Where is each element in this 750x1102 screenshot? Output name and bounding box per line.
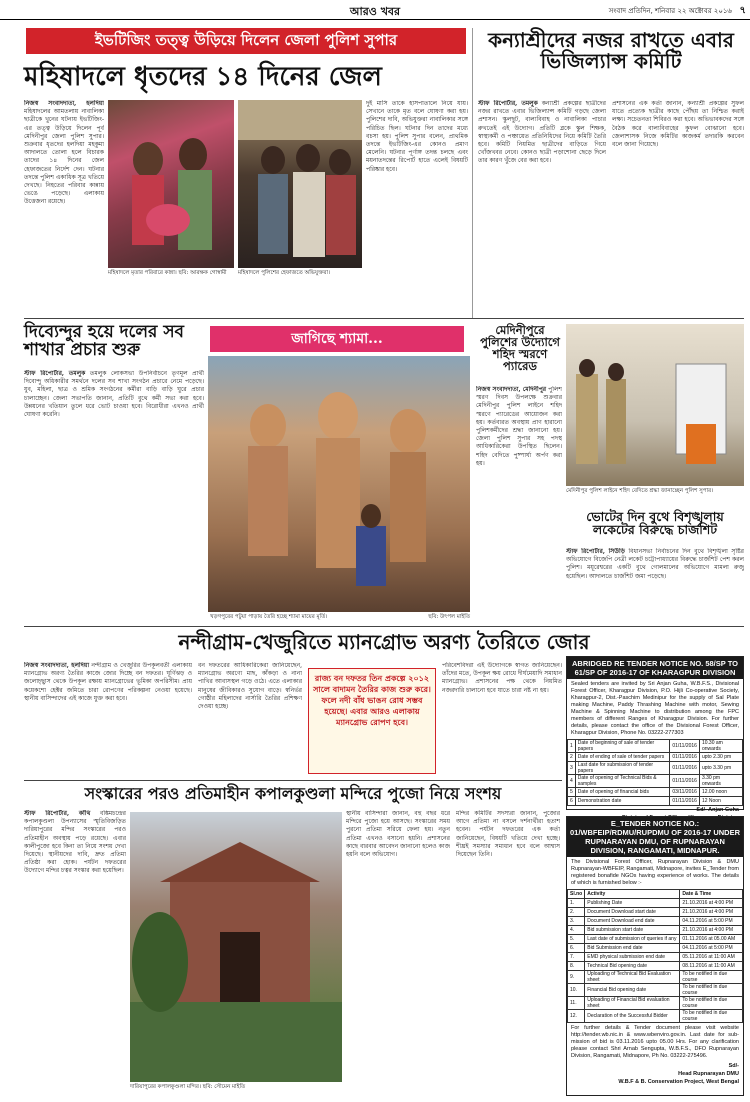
table-cell: 21.10.2016 at 4:00 PM xyxy=(680,899,743,908)
table-row xyxy=(568,971,743,984)
story7-byline: নিজস্ব সংবাদদাতা, হলদিয়া xyxy=(24,662,90,669)
table-cell: 12. xyxy=(568,1010,585,1023)
story8-text: বঙ্কিমচন্দ্রের কপালকুণ্ডলা উপন্যাসের স্মৃতিবিজড়িত দারিয়াপুরের মন্দির সংস্কারের পরও প্রতিমাহীন অবস্থায় পড়ে রয়েছে। এবার কালীপুজো হবে কিনা তা নিয়ে সংশয় দেখা দিয়েছে। স্থানীয়দের দাবি, দ্রুত প্রতিমা প্রতিষ্ঠা করা হোক। পর্যটন দফতরের উদ্যোগে মন্দির চত্বর সংস্কার করা হয়েছিল। xyxy=(24,810,126,875)
table-row xyxy=(568,997,743,1010)
story5-text: পুলিশ স্মরণ দিবস উপলক্ষে শুক্রবার মেদিনীপুর পুলিশ লাইনে শহিদ স্মরণে প্যারেডের আয়োজন করা হয়। কর্তব্যরত অবস্থায় প্রাণ হারানো পুলিশকর্মীদের শ্রদ্ধা জানানো হয়। জেলা পুলিশ সুপার সহ পদস্থ আধিকারিকেরা উপস্থিত ছিলেন। শহিদ বেদিতে পুষ্পার্ঘ্য অর্পণ করা হয়। xyxy=(476,386,562,467)
table-header-cell: Date & Time xyxy=(680,890,743,899)
story1-photo-accused xyxy=(238,100,362,268)
table-row xyxy=(568,740,743,753)
story1-byline: নিজস্ব সংবাদদাতা, হলদিয়া xyxy=(24,100,104,107)
table-cell: 4. xyxy=(568,926,585,935)
table-cell: 6. xyxy=(568,944,585,953)
story4-caption: খড়গপুরের পটুয়া পাড়ায় তৈরি হচ্ছে শ্যামা মায়ের মূর্তি। xyxy=(210,614,328,620)
story7-col3: পরিবেশবিদরা এই উদ্যোগকে স্বাগত জানিয়েছেন। তাঁদের মতে, উপকূল ক্ষয় রোধে দীর্ঘমেয়াদি সমাধান ম্যানগ্রোভ। প্রশাসনের পক্ষ থেকে নিয়মিত নজরদারি চালানো হবে যাতে চারা নষ্ট না হয়। xyxy=(442,662,562,694)
story1-caption-left: মহিষাদলে মৃতার পরিবারে কান্না। ছবি: আরক্ষক গোস্বামী xyxy=(108,270,227,276)
table-cell: 21.10.2016 at 4:00 PM xyxy=(680,908,743,917)
table-cell: 8. xyxy=(568,962,585,971)
table-cell: Uploading of Financial Bid evaluation sheet xyxy=(585,997,680,1010)
table-cell: 01.11.2016 at 05.00 AM xyxy=(680,935,743,944)
table-row xyxy=(568,1010,743,1023)
notice1-table xyxy=(567,739,743,806)
story8-headline: সংস্কারের পরও প্রতিমাহীন কপালকুণ্ডলা মন্দিরে পুজো নিয়ে সংশয় xyxy=(84,784,502,803)
table-cell: Date of ending of sale of tender papers xyxy=(575,753,670,762)
table-row xyxy=(568,984,743,997)
table-cell: 5 xyxy=(568,788,576,797)
story8-byline: স্টাফ রিপোর্টার, কাঁথি xyxy=(24,810,91,817)
table-row xyxy=(568,775,743,788)
story5-photo-parade xyxy=(566,324,744,486)
table-row xyxy=(568,762,743,775)
table-cell: 10. xyxy=(568,984,585,997)
table-row xyxy=(568,944,743,953)
table-cell: Demonstration date xyxy=(575,797,670,806)
horizontal-divider xyxy=(24,780,562,781)
table-cell: 01/11/2016 xyxy=(670,740,700,753)
story6-byline: স্টাফ রিপোর্টার, সিউড়ি xyxy=(566,548,625,555)
table-cell: 05.11.2016 at 11:00 AM xyxy=(680,953,743,962)
table-cell: 01/11/2016 xyxy=(670,762,700,775)
table-cell: Last date for submission of tender papers xyxy=(575,762,670,775)
table-cell: 4 xyxy=(568,775,576,788)
table-cell: 01/11/2016 xyxy=(670,753,700,762)
table-row xyxy=(568,899,743,908)
story5-byline: নিজস্ব সংবাদদাতা, মেদিনীপুর xyxy=(476,386,547,393)
table-cell: 7. xyxy=(568,953,585,962)
notice2-title: E_TENDER NOTICE NO.: 01/WBFEIP/RDMU/RUPDMU OF 2016-17 UNDER RUPNARAYAN DMU, OF RUPNARAYAN DIVISION, RANGAMATI, MIDNAPUR. xyxy=(567,817,743,857)
table-header-row xyxy=(568,890,743,899)
table-cell: 21.10.2016 at 4:00 PM xyxy=(680,926,743,935)
table-cell: Date of opening of financial bids xyxy=(575,788,670,797)
table-cell: 1 xyxy=(568,740,576,753)
story8-body xyxy=(24,810,126,1096)
column-divider xyxy=(472,28,473,318)
issue-date: সংবাদ প্রতিদিন, শনিবার ২২ অক্টোবর ২০১৬ xyxy=(608,7,732,15)
table-cell: 04.11.2016 at 5:00 PM xyxy=(680,917,743,926)
story6-body xyxy=(566,548,744,620)
story4-banner: জাগিছে শ্যামা... xyxy=(210,326,464,352)
table-cell: Technical Bid opening date xyxy=(585,962,680,971)
masthead xyxy=(0,0,750,20)
table-cell: 03/11/2016 xyxy=(670,788,700,797)
table-cell: 1. xyxy=(568,899,585,908)
table-cell: Financial Bid opening date xyxy=(585,984,680,997)
table-cell: 3. xyxy=(568,917,585,926)
story5-headline: মেদিনীপুরে পুলিশের উদ্যোগে শহিদ স্মরণে প্যারেড xyxy=(480,323,560,374)
horizontal-divider xyxy=(24,318,744,319)
story1-col2: দুই মাসি তাকে হাসপাতালে নিয়ে যায়। সেখানে তাকে মৃত বলে ঘোষণা করা হয়। পুলিশের দাবি, অভিযুক্তরা নাবালিকার সঙ্গে পরিচিত ছিল। ঘটনার দিন তাদের মধ্যে বচসা হয়। পুলিশ সুপার বলেন, প্রাথমিক তদন্তে ইভটিজিং-এর কোনও প্রমাণ মেলেনি। ঘটনার পূর্ণাঙ্গ তদন্ত চলছে এবং ময়নাতদন্তের রিপোর্ট হাতে এলেই বিষয়টি পরিষ্কার হবে। xyxy=(366,100,468,173)
story6-text: বিধানসভা নির্বাচনের দিন বুথে বিশৃঙ্খলা সৃষ্টির অভিযোগে বিজেপি নেত্রী লকেট চট্টোপাধ্যায়ের বিরুদ্ধে চার্জশিট পেশ করল পুলিশ। ময়ূরেশ্বরের একটি বুথে গোলমালের অভিযোগে মামলা রুজু হয়েছিল। আদালতে চার্জশিট জমা পড়েছে। xyxy=(566,548,744,580)
horizontal-divider xyxy=(24,626,744,627)
notice2-body: The Divisional Forest Officer, Rupnarayan Division & DMU Rupnarayan-WBFEIP, Rangamati, Midnapore, invites E_Tender from registered bonafide NGOs having experience of works. The details of which is furnished below :- xyxy=(571,859,739,886)
table-cell: Bid submission start date xyxy=(585,926,680,935)
story1-photo-family xyxy=(108,100,234,268)
tender-notice-rupnarayan xyxy=(566,816,744,1096)
table-cell: 12.00 noon xyxy=(699,788,742,797)
story3-text: তমলুক লোকসভা উপনির্বাচনে তৃণমূল প্রার্থী দিব্যেন্দু অধিকারীর সমর্থনে দলের সব শাখা সংগঠন প্রচারে নেমে পড়েছে। যুব, মহিলা, ছাত্র ও শ্রমিক সংগঠনের কর্মীরা বাড়ি বাড়ি ঘুরে প্রচার চালাচ্ছেন। জেলা সভাপতি জানান, প্রতিটি বুথে কর্মী সভা করা হবে। উন্নয়নের খতিয়ান তুলে ধরে ভোট চাওয়া হবে। বিরোধীরা এখনও প্রার্থী ঘোষণা করেনি। xyxy=(24,370,204,419)
table-cell: To be notified in due course xyxy=(680,971,743,984)
table-cell: 5. xyxy=(568,935,585,944)
story2-byline: স্টাফ রিপোর্টার, তমলুক xyxy=(478,100,538,107)
section-title: আরও খবর xyxy=(349,5,401,18)
table-cell: 01/11/2016 xyxy=(670,797,700,806)
table-cell: 10.30 am onwards xyxy=(699,740,742,753)
table-row xyxy=(568,953,743,962)
table-cell: 2 xyxy=(568,753,576,762)
table-row xyxy=(568,926,743,935)
story7-pull-quote: রাজ্য বন দফতর তিন প্রকল্পে ২০১২ সালে বাদামন তৈরির কাজ শুরু করে। ফলে নদী বাঁধ ভাঙন রোধ সম্ভব হয়েছে। এবার আরও এলাকায় ম্যানগ্রোভ রোপণ হবে। xyxy=(308,668,436,774)
story5-caption: মেদিনীপুর পুলিশ লাইনে শহিদ বেদিতে শ্রদ্ধা জানাচ্ছেন পুলিশ সুপার। xyxy=(566,488,714,494)
story8-col2: স্থানীয় বাসিন্দারা জানান, বহু বছর ধরে মন্দিরে পুজো হয়ে আসছে। সংস্কারের সময় পুরনো প্রতিমা সরিয়ে ফেলা হয়। নতুন প্রতিমা এখনও বসানো হয়নি। প্রশাসনের কাছে বারবার আবেদন জানানো হলেও কাজ হয়নি বলে অভিযোগ। xyxy=(346,810,450,859)
story1-body xyxy=(24,100,104,312)
story3-body xyxy=(24,370,204,620)
story4-photo-idols xyxy=(208,356,470,612)
table-cell: To be notified in due course xyxy=(680,984,743,997)
table-header-cell: Sl.no xyxy=(568,890,585,899)
story1-headline: মহিষাদলে ধৃতদের ১৪ দিনের জেল xyxy=(24,62,382,92)
table-cell: Uploading of Technical Bid Evaluation sheet xyxy=(585,971,680,984)
table-cell: upto 2.30 pm xyxy=(699,753,742,762)
table-cell: 3.30 pm onwards xyxy=(699,775,742,788)
notice1-sig1: Sd/- Anjan Guha xyxy=(696,807,739,813)
story2-headline: কন্যাশ্রীদের নজর রাখতে এবার ভিজিল্যান্স কমিটি xyxy=(488,28,734,73)
table-cell: Document Download start date xyxy=(585,908,680,917)
table-cell: EMD physical submission end date xyxy=(585,953,680,962)
table-cell: 04.11.2016 at 5:00 PM xyxy=(680,944,743,953)
notice2-sig3: W.B.F & B. Conservation Project, West Bengal xyxy=(618,1079,739,1085)
story8-photo-temple xyxy=(130,812,342,1082)
table-cell: Publishing Date xyxy=(585,899,680,908)
table-row xyxy=(568,935,743,944)
table-row xyxy=(568,908,743,917)
story7-text: নন্দীগ্রাম ও খেজুরির উপকূলবর্তী এলাকায় ম্যানগ্রোভ অরণ্য তৈরির কাজে জোর দিচ্ছে বন দফতর। ঘূর্ণিঝড় ও জলোচ্ছ্বাস থেকে উপকূল রক্ষায় ম্যানগ্রোভের ভূমিকা অপরিসীম। প্রায় কয়েকশো হেক্টর জমিতে চারা রোপণের পরিকল্পনা নেওয়া হয়েছে। স্থানীয় বাসিন্দাদের এই কাজে যুক্ত করা হবে। xyxy=(24,662,192,702)
table-cell: 6 xyxy=(568,797,576,806)
table-cell: Date of opening of Technical Bids & samples xyxy=(575,775,670,788)
table-cell: 2. xyxy=(568,908,585,917)
table-cell: Last date of submission of queries if any xyxy=(585,935,680,944)
table-cell: Declaration of the Successful Bidder xyxy=(585,1010,680,1023)
table-row xyxy=(568,917,743,926)
story3-headline: দিব্যেন্দুর হয়ে দলের সব শাখার প্রচার শুরু xyxy=(24,322,185,360)
table-cell: 11. xyxy=(568,997,585,1010)
table-row xyxy=(568,962,743,971)
story2-body xyxy=(478,100,606,316)
table-row xyxy=(568,753,743,762)
story6-headline: ভোটের দিন বুথে বিশৃঙ্খলায় লকেটের বিরুদ্ধে চার্জশিট xyxy=(586,509,724,538)
story1-caption-right: মহিষাদলে পুলিশের হেফাজতে অভিযুক্তরা। xyxy=(238,270,331,276)
story4-credit: ছবি: উৎপল মাইতি xyxy=(428,614,470,620)
table-cell: 9. xyxy=(568,971,585,984)
table-cell: upto 3.30 pm xyxy=(699,762,742,775)
story8-col3: মন্দির কমিটির সদস্যরা জানান, পুজোর আগে প্রতিমা না বসলে দর্শনার্থীরা হতাশ হবেন। পর্যটন দফতরের এক কর্তা জানিয়েছেন, বিষয়টি খতিয়ে দেখা হচ্ছে। শীঘ্রই সমস্যার সমাধান হবে বলে আশ্বাস দিয়েছেন তিনি। xyxy=(456,810,560,859)
table-cell: 08.11.2016 at 11:00 AM xyxy=(680,962,743,971)
story1-kicker: ইভটিজিং তত্ত্ব উড়িয়ে দিলেন জেলা পুলিশ সুপার xyxy=(26,28,466,54)
notice1-body: Sealed tenders are invited by Sri Anjan Guha, W.B.F.S., Divisional Forest Officer, Kharagpur Division, P.O. Hijli Co-operative Society, Kharagpur-2, Dist.-Paschim Medinipur for the supply of Sal Plate making Machine, Paddy Thrashing Machine with motor, Sewing Machine & Spinning Machine to distribution among the FPC members of different Ranges of Kharagpur Division. For further details, please contact the office of the Divisional Forest Officer, Kharagpur Division, Phone No. 03222-277303 xyxy=(571,681,739,736)
table-cell: Date of beginning of sale of tender papers xyxy=(575,740,670,753)
notice2-footer: For further details & Tender document please visit website http://tender.wb.nic.in & www.wbenviro.gov.in. Last date for sub-mission of bid is 03.11.2016 upto 05.00 Hrs. For any clarification please contact Shri Arnab Sengupta, W.B.F.S., DFO Rupnarayan Division, Rangamati, Midnapore, Ph No. 03222-275496. xyxy=(571,1025,739,1059)
table-cell: Bid Submission end date xyxy=(585,944,680,953)
story7-headline: নন্দীগ্রাম-খেজুরিতে ম্যানগ্রোভ অরণ্য তৈরিতে জোর xyxy=(178,630,590,654)
notice2-sig1: Sd/- xyxy=(728,1063,739,1069)
table-header-cell: Activity xyxy=(585,890,680,899)
table-cell: Document Download end date xyxy=(585,917,680,926)
story7-body xyxy=(24,662,192,774)
story1-text: মহিষাদলের আমতলায় নাবালিকা ছাত্রীকে খুনের ঘটনায় ইভটিজিং-এর তত্ত্ব উড়িয়ে দিলেন পূর্ব মেদিনীপুর জেলা পুলিশ সুপার। শুক্রবার ধৃতদের হলদিয়া মহকুমা আদালতে তোলা হলে বিচারক তাদের ১৪ দিনের জেল হেফাজতের নির্দেশ দেন। ঘটনার তদন্তে পুলিশ একাধিক সূত্র খতিয়ে দেখছে। নিহতের পরিবার কান্নায় ভেঙে পড়েছে। এলাকায় উত্তেজনা রয়েছে। xyxy=(24,108,104,206)
table-cell: 3 xyxy=(568,762,576,775)
notice2-table xyxy=(567,889,743,1023)
table-cell: To be notified in due course xyxy=(680,997,743,1010)
tender-notice-kharagpur xyxy=(566,656,744,813)
table-cell: 01/11/2016 xyxy=(670,775,700,788)
page-number: ৭ xyxy=(739,5,746,16)
notice2-sig2: Head Rupnarayan DMU xyxy=(678,1071,739,1077)
story7-col2: বন দফতরের আধিকারিকেরা জানিয়েছেন, ম্যানগ্রোভ অরণ্যে মাছ, কাঁকড়া ও নানা পাখির আবাসস্থল গড়ে ওঠে। এতে এলাকার মানুষের জীবিকারও সুযোগ বাড়ে। স্বনির্ভর গোষ্ঠীর মহিলাদের নার্সারি তৈরির প্রশিক্ষণ দেওয়া হচ্ছে। xyxy=(198,662,302,711)
story3-byline: স্টাফ রিপোর্টার, তমলুক xyxy=(24,370,86,377)
story2-col2: প্রশাসনের এক কর্তা জানান, কন্যাশ্রী প্রকল্পের সুফল যাতে প্রত্যেক ছাত্রীর কাছে পৌঁছয় তা নিশ্চিত করাই লক্ষ্য। সচেতনতা শিবিরও করা হবে। অভিভাবকদের সঙ্গে বৈঠক করে বাল্যবিবাহের কুফল বোঝানো হবে। জেলাশাসক নিজে কমিটির কাজকর্ম তদারকি করবেন বলে জানা গিয়েছে। xyxy=(612,100,744,149)
table-row xyxy=(568,788,743,797)
table-row xyxy=(568,797,743,806)
table-cell: 12 Noon xyxy=(699,797,742,806)
notice1-title: ABRIDGED RE TENDER NOTICE NO. 58/SP TO 61/SP OF 2016-17 OF KHARAGPUR DIVISION xyxy=(567,657,743,679)
story8-caption: দারিয়াপুরের কপালকুণ্ডলা মন্দির। ছবি: সৌমেন মাইতি xyxy=(130,1084,246,1090)
story2-text: কন্যাশ্রী প্রকল্পের ছাত্রীদের নজর রাখতে এবার ভিজিল্যান্স কমিটি গড়ছে জেলা প্রশাসন। স্কুলছুট, বাল্যবিবাহ ও নাবালিকা পাচার রুখতেই এই উদ্যোগ। প্রতিটি ব্লকে স্কুল শিক্ষক, স্বাস্থ্যকর্মী ও পঞ্চায়েত প্রতিনিধিদের নিয়ে কমিটি তৈরি হবে। কমিটি নিয়মিত ছাত্রীদের বাড়িতে গিয়ে খোঁজখবর নেবে। কোনও ছাত্রী পড়াশোনা ছেড়ে দিলে তার কারণ খুঁজে বের করা হবে। xyxy=(478,100,606,165)
story5-body xyxy=(476,386,562,612)
table-cell: To be notified in due course xyxy=(680,1010,743,1023)
